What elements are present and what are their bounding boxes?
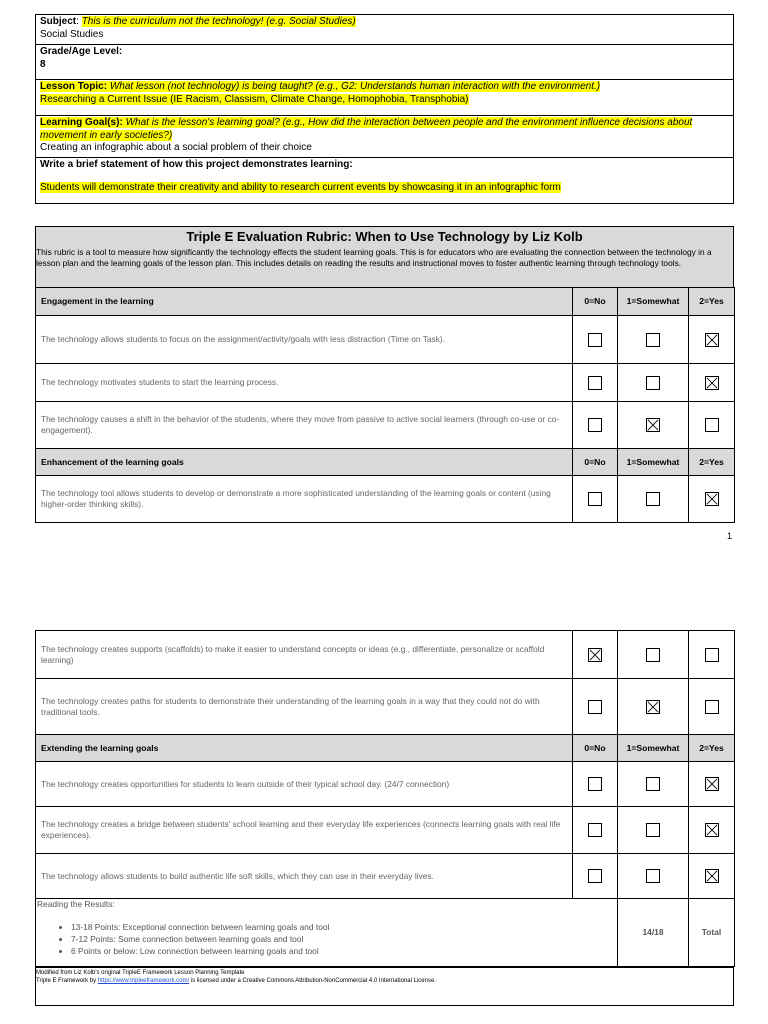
score-cell (689, 807, 735, 854)
checked-box-icon[interactable] (705, 869, 719, 883)
rubric-item-text: The technology allows students to focus on the assignment/activity/goals with less distraction (Time on Task). (36, 316, 573, 364)
checked-box-icon[interactable] (588, 648, 602, 662)
goal-row (36, 116, 734, 158)
score-cell (573, 679, 618, 735)
score-header: 0=No (573, 288, 618, 316)
section-header-row (36, 288, 735, 316)
score-header: 2=Yes (689, 288, 735, 316)
statement-row (36, 158, 734, 204)
rubric-item-row (36, 679, 735, 735)
rubric-item-row (36, 854, 735, 899)
goal-value: Creating an infographic about a social problem of their choice (40, 142, 312, 153)
topic-label: Lesson Topic: (40, 81, 108, 92)
score-cell (689, 854, 735, 899)
footer-line1: Modified from Liz Kolb's original TripleE Framework Lesson Planning Template (36, 970, 245, 976)
score-cell (689, 631, 735, 679)
score-header: 1=Somewhat (618, 449, 689, 476)
results-range: • 7-12 Points: Some connection between learning goals and tool (71, 933, 617, 945)
checkbox-icon[interactable] (646, 492, 660, 506)
score-cell (573, 316, 618, 364)
subject-prompt: This is the curriculum not the technology! (e.g. Social Studies) (81, 16, 356, 27)
checked-box-icon[interactable] (705, 492, 719, 506)
checkbox-icon[interactable] (588, 869, 602, 883)
page-number: 1 (727, 531, 733, 541)
score-header: 1=Somewhat (618, 735, 689, 762)
score-cell (618, 854, 689, 899)
statement-value: Students will demonstrate their creativity and ability to research current events by showcasing it in an infographic form (40, 181, 561, 193)
results-heading: Reading the Results: (37, 899, 115, 909)
section-header-row (36, 449, 735, 476)
rubric-item-row (36, 364, 735, 402)
rubric-item-text: The technology creates opportunities for students to learn outside of their typical school day. (24/7 connection) (36, 762, 573, 807)
checked-box-icon[interactable] (646, 700, 660, 714)
checked-box-icon[interactable] (705, 376, 719, 390)
score-header: 2=Yes (689, 735, 735, 762)
score-header: 2=Yes (689, 449, 735, 476)
rubric-item-row (36, 316, 735, 364)
score-cell (573, 854, 618, 899)
rubric-item-row (36, 762, 735, 807)
score-cell (618, 631, 689, 679)
total-label: Total (689, 899, 735, 967)
checkbox-icon[interactable] (588, 777, 602, 791)
score-cell (618, 402, 689, 449)
section-title: Engagement in the learning (36, 288, 573, 316)
score-cell (573, 476, 618, 523)
score-cell (618, 316, 689, 364)
results-list (37, 921, 617, 957)
checkbox-icon[interactable] (588, 823, 602, 837)
score-cell (618, 807, 689, 854)
score-cell (573, 631, 618, 679)
score-cell (689, 402, 735, 449)
score-cell (689, 762, 735, 807)
topic-value: Researching a Current Issue (IE Racism, Classism, Climate Change, Homophobia, Transphobia) (40, 93, 469, 105)
score-cell (573, 762, 618, 807)
checkbox-icon[interactable] (588, 700, 602, 714)
results-legend (36, 899, 618, 967)
checked-box-icon[interactable] (705, 823, 719, 837)
checked-box-icon[interactable] (705, 777, 719, 791)
rubric-item-text: The technology creates supports (scaffolds) to make it easier to understand concepts or ideas (e.g., differentiate, personalize or scaffold learning) (36, 631, 573, 679)
subject-value: Social Studies (40, 28, 104, 40)
score-cell (689, 316, 735, 364)
score-header: 0=No (573, 449, 618, 476)
checkbox-icon[interactable] (646, 376, 660, 390)
checkbox-icon[interactable] (646, 333, 660, 347)
checkbox-icon[interactable] (646, 869, 660, 883)
results-range: • 6 Points or below: Low connection between learning goals and tool (71, 945, 617, 957)
checked-box-icon[interactable] (705, 333, 719, 347)
rubric-item-text: The technology creates paths for students to demonstrate their understanding of the learning goals in a way that they could not do with traditional tools. (36, 679, 573, 735)
rubric-item-text: The technology causes a shift in the behavior of the students, where they move from passive to active social learners (through co-use or co-engagement). (36, 402, 573, 449)
score-cell (573, 807, 618, 854)
total-score: 14/18 (618, 899, 689, 967)
score-cell (618, 364, 689, 402)
results-table (35, 898, 735, 967)
rubric-item-row (36, 631, 735, 679)
score-cell (689, 476, 735, 523)
footer: Modified from Liz Kolb's original TripleE Framework Lesson Planning Template Triple E Framework by https://www.tripleeframework.com/ is licensed under a Creative Commons Attribution-NonCommercial 4.0 International License. (35, 967, 734, 1006)
rubric-title: Triple E Evaluation Rubric: When to Use Technology by Liz Kolb (186, 229, 583, 244)
checkbox-icon[interactable] (705, 700, 719, 714)
score-header: 0=No (573, 735, 618, 762)
checkbox-icon[interactable] (646, 648, 660, 662)
statement-label: Write a brief statement of how this project demonstrates learning: (40, 159, 353, 170)
framework-link[interactable]: https://www.tripleeframework.com/ (97, 978, 190, 984)
score-cell (689, 364, 735, 402)
rubric-item-text: The technology motivates students to start the learning process. (36, 364, 573, 402)
checkbox-icon[interactable] (646, 777, 660, 791)
rubric-item-text: The technology allows students to build authentic life soft skills, which they can use in their everyday lives. (36, 854, 573, 899)
rubric-item-text: The technology creates a bridge between students' school learning and their everyday life experiences (connects learning goals with real life experiences). (36, 807, 573, 854)
score-cell (573, 402, 618, 449)
results-range: • 13-18 Points: Exceptional connection between learning goals and tool (71, 921, 617, 933)
score-cell (618, 762, 689, 807)
topic-prompt: What lesson (not technology) is being taught? (e.g., G2: Understands human interaction with the environment.) (109, 81, 601, 92)
checkbox-icon[interactable] (588, 333, 602, 347)
score-cell (618, 679, 689, 735)
rubric-table-page2 (35, 630, 735, 899)
checkbox-icon[interactable] (588, 418, 602, 432)
section-header-row (36, 735, 735, 762)
checkbox-icon[interactable] (705, 418, 719, 432)
score-cell (618, 476, 689, 523)
rubric-intro: This rubric is a tool to measure how significantly the technology effects the student learning goals. This is for educators who are evaluating the connection between the technology in a lesson plan and the learning goals of the lesson plan. This includes details on reading the results and instructional moves to foster authentic learning through technology tools. (36, 247, 712, 268)
rubric-table-page1 (35, 287, 735, 523)
topic-row (36, 80, 734, 116)
rubric-item-row (36, 402, 735, 449)
grade-label: Grade/Age Level: (40, 46, 123, 57)
grade-row (36, 45, 734, 80)
section-title: Extending the learning goals (36, 735, 573, 762)
checkbox-icon[interactable] (705, 648, 719, 662)
checkbox-icon[interactable] (588, 376, 602, 390)
rubric-item-row (36, 476, 735, 523)
checked-box-icon[interactable] (646, 418, 660, 432)
score-header: 1=Somewhat (618, 288, 689, 316)
score-cell (689, 679, 735, 735)
lesson-info-table (35, 14, 734, 204)
subject-row: Subject: This is the curriculum not the technology! (e.g. Social Studies) Social Studies (36, 15, 734, 45)
section-title: Enhancement of the learning goals (36, 449, 573, 476)
checkbox-icon[interactable] (588, 492, 602, 506)
goal-prompt: What is the lesson's learning goal? (e.g., How did the interaction between people and the environment influence decisions about movement in early societies?) (40, 117, 693, 141)
rubric-item-row (36, 807, 735, 854)
grade-value: 8 (40, 58, 46, 70)
goal-label: Learning Goal(s): (40, 117, 123, 128)
checkbox-icon[interactable] (646, 823, 660, 837)
subject-label: Subject (40, 16, 77, 27)
rubric-item-text: The technology tool allows students to develop or demonstrate a more sophisticated understanding of the learning goals or content (using higher-order thinking skills). (36, 476, 573, 523)
rubric-title-box (35, 226, 734, 288)
score-cell (573, 364, 618, 402)
